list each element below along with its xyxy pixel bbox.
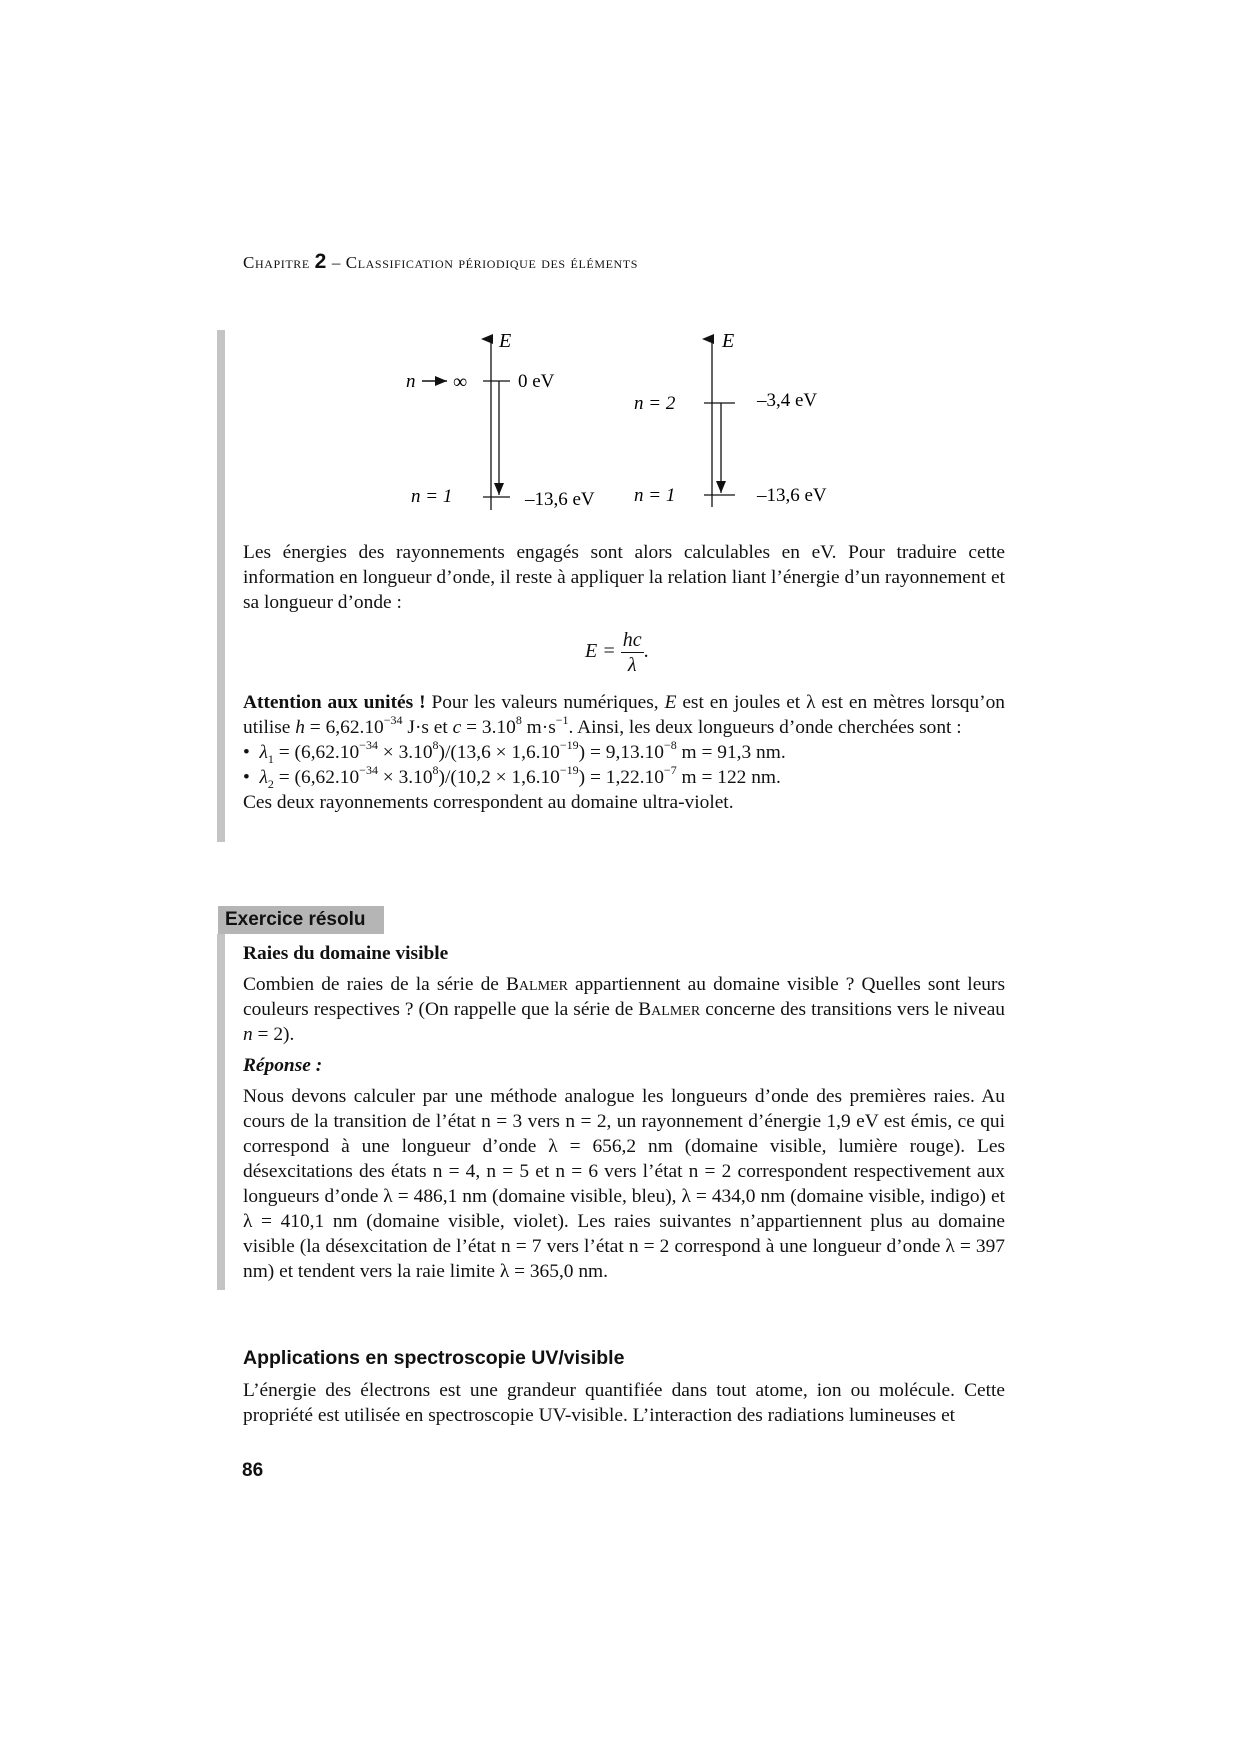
lambda-symbol: λ — [259, 742, 268, 763]
bullet-dot: • — [243, 742, 250, 763]
bullet-exp: −8 — [663, 737, 677, 752]
symbol-h: h — [295, 717, 305, 738]
symbol-n: n — [243, 1024, 253, 1045]
attention-t7: . Ainsi, les deux longueurs d’onde cherchées sont : — [568, 717, 962, 738]
section-paragraph: L’énergie des électrons est une grandeur quantifiée dans tout atome, ion ou molécule. Cette propriété est utilisée en spectroscopie UV-visible. L’interaction des radiations lumineuses et — [243, 1380, 1005, 1426]
bullet-exp: −34 — [359, 737, 378, 752]
page-number: 86 — [242, 1460, 264, 1481]
attention-t2: est en joules et λ est en mètres lorsqu’on utilise — [243, 692, 1005, 738]
conclusion-paragraph: Ces deux rayonnements correspondent au domaine ultra-violet. — [243, 792, 734, 813]
side-bar-top — [217, 330, 225, 842]
exercise-block — [243, 941, 1005, 1284]
question-part-1: Combien de raies de la série de — [243, 974, 506, 995]
bullet-dot: • — [243, 767, 250, 788]
bullet-part: )/(10,2 × 1,6.10 — [438, 767, 560, 788]
bullet-part: ) = 9,13.10 — [578, 742, 664, 763]
attention-block — [243, 690, 1005, 815]
attention-t3: = 6,62.10 — [304, 717, 384, 738]
axis-label-right: E — [722, 330, 735, 352]
attention-t5: = 3.10 — [461, 717, 516, 738]
chapter-word: Chapitre — [243, 253, 310, 272]
bullet-part: × 3.10 — [377, 742, 433, 763]
attention-t6: m·s — [521, 717, 556, 738]
bullet-part: m = 122 nm. — [676, 767, 781, 788]
section-title: Applications en spectroscopie UV/visible — [243, 1347, 625, 1369]
diagram-left — [406, 330, 595, 510]
intro-paragraph: Les énergies des rayonnements engagés sont alors calculables en eV. Pour traduire cette information en longueur d’onde, il reste à appliquer la relation liant l’énergie d’un rayonnement et sa longueur d’onde : — [243, 542, 1005, 613]
lambda-symbol: λ — [259, 767, 268, 788]
intro-block — [243, 540, 1005, 615]
axis-label-left: E — [499, 330, 512, 352]
chapter-number: 2 — [314, 250, 327, 273]
exercise-question — [243, 972, 1005, 1047]
state-n1-left: n = 1 — [411, 486, 453, 507]
state-n2-right: n = 2 — [634, 393, 676, 414]
attention-paragraph — [243, 690, 1005, 740]
infinity-symbol: ∞ — [453, 371, 468, 393]
bullet-lambda-2 — [243, 762, 1005, 791]
energy-3-4-right: –3,4 eV — [757, 390, 818, 411]
question-part-3: concerne des transitions vers le niveau — [700, 999, 1005, 1020]
state-n1-right: n = 1 — [634, 485, 676, 506]
header-separator: – — [331, 253, 341, 272]
bullet-lambda-1 — [243, 737, 1005, 766]
response-label: Réponse : — [243, 1055, 323, 1076]
formula-end: . — [643, 640, 649, 663]
bullet-exp: −19 — [559, 762, 579, 777]
bullet-part: = (6,62.10 — [273, 767, 360, 788]
side-bar-exercise — [217, 934, 225, 1290]
formula-fraction — [621, 628, 644, 677]
formula-e-hc-lambda — [585, 628, 649, 677]
attention-t4: J·s et — [402, 717, 453, 738]
running-header — [243, 250, 638, 274]
bullet-exp: −19 — [559, 737, 579, 752]
energy-0ev: 0 eV — [518, 371, 555, 392]
bullet-part: m = 91,3 nm. — [676, 742, 786, 763]
energy-13-6-left: –13,6 eV — [525, 489, 595, 510]
bullet-exp: −34 — [359, 762, 378, 777]
bullet-exp: −7 — [663, 762, 677, 777]
formula-denominator: λ — [627, 654, 637, 676]
bullet-part: = (6,62.10 — [273, 742, 360, 763]
bullet-exp: 8 — [432, 737, 439, 752]
exp-h: −34 — [383, 712, 403, 727]
exp-s: −1 — [555, 712, 569, 727]
energy-13-6-right: –13,6 eV — [757, 485, 827, 506]
lambda-index: 2 — [267, 776, 274, 791]
formula-lhs: E = — [585, 640, 616, 663]
chapter-title: Classification périodique des éléments — [345, 253, 639, 272]
exp-c: 8 — [515, 712, 522, 727]
symbol-c: c — [452, 717, 462, 738]
attention-bold: Attention aux unités ! — [243, 692, 426, 713]
section-block — [243, 1378, 1005, 1428]
symbol-e: E — [664, 692, 677, 713]
bullet-part: ) = 1,22.10 — [578, 767, 664, 788]
attention-t1: Pour les valeurs numériques, — [425, 692, 665, 713]
balmer-name: Balmer — [506, 974, 568, 995]
exercise-title: Raies du domaine visible — [243, 943, 449, 964]
question-part-4: = 2). — [252, 1024, 295, 1045]
bullet-part: )/(13,6 × 1,6.10 — [438, 742, 560, 763]
bullet-part: × 3.10 — [377, 767, 433, 788]
diagram-right — [634, 330, 827, 507]
bullet-exp: 8 — [432, 762, 439, 777]
energy-level-diagram — [390, 325, 860, 525]
question-part-2: appartiennent au domaine visible ? Quelles sont leurs couleurs respectives ? (On rappelle que la série de — [243, 974, 1005, 1020]
formula-numerator: hc — [622, 629, 642, 651]
balmer-name: Balmer — [638, 999, 701, 1020]
exercise-tag: Exercice résolu — [218, 906, 384, 934]
state-n-left: n — [406, 371, 416, 392]
exercise-answer: Nous devons calculer par une méthode analogue les longueurs d’onde des premières raies. Au cours de la transition de l’état n = 3 vers n = 2, un rayonnement d’énergie 1,9 eV est émis, ce qui correspond à une longueur d’onde λ = 656,2 nm (domaine visible, lumière rouge). Les désexcitations des états n = 4, n = 5 et n = 6 vers l’état n = 2 correspondent respectivement aux longueurs d’onde λ = 486,1 nm (domaine visible, bleu), λ = 434,0 nm (domaine visible, indigo) et λ = 410,1 nm (domaine visible, violet). Les raies suivantes n’appartiennent plus au domaine visible (la désexcitation de l’état n = 7 vers l’état n = 2 correspond à une longueur d’onde λ = 397 nm) et tendent vers la raie limite λ = 365,0 nm. — [243, 1086, 1005, 1282]
lambda-index: 1 — [267, 751, 274, 766]
